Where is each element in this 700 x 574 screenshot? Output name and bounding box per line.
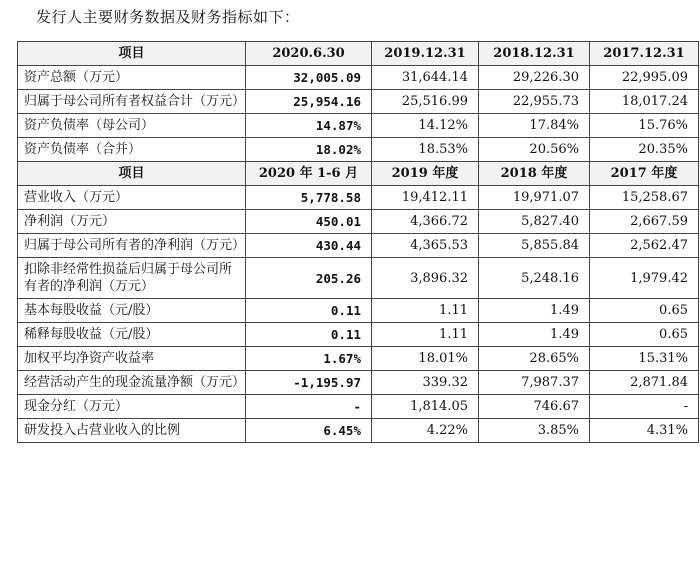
value-cell: 205.26 <box>246 258 372 299</box>
table-row <box>18 114 699 138</box>
header-cell: 项目 <box>18 42 246 66</box>
value-cell: 18,017.24 <box>590 90 699 114</box>
table-row <box>18 419 699 443</box>
header-cell: 2019 年度 <box>372 162 479 186</box>
value-cell: 1.11 <box>372 299 479 323</box>
value-cell: 746.67 <box>479 395 590 419</box>
table-row <box>18 347 699 371</box>
value-cell: 1,979.42 <box>590 258 699 299</box>
value-cell: 4,365.53 <box>372 234 479 258</box>
row-label: 净利润（万元） <box>18 210 246 234</box>
value-cell: 15.76% <box>590 114 699 138</box>
value-cell: 1.67% <box>246 347 372 371</box>
header-cell: 2018.12.31 <box>479 42 590 66</box>
table-row <box>18 371 699 395</box>
row-label: 研发投入占营业收入的比例 <box>18 419 246 443</box>
row-label: 现金分红（万元） <box>18 395 246 419</box>
table-row <box>18 186 699 210</box>
value-cell: -1,195.97 <box>246 371 372 395</box>
value-cell: 7,987.37 <box>479 371 590 395</box>
value-cell: 15,258.67 <box>590 186 699 210</box>
value-cell: 25,954.16 <box>246 90 372 114</box>
value-cell: 19,412.11 <box>372 186 479 210</box>
value-cell: 14.12% <box>372 114 479 138</box>
value-cell: 430.44 <box>246 234 372 258</box>
row-label: 经营活动产生的现金流量净额（万元） <box>18 371 246 395</box>
row-label: 扣除非经常性损益后归属于母公司所有者的净利润（万元） <box>18 258 246 299</box>
value-cell: 450.01 <box>246 210 372 234</box>
row-label: 资产负债率（合并） <box>18 138 246 162</box>
value-cell: 18.02% <box>246 138 372 162</box>
value-cell: 0.11 <box>246 323 372 347</box>
value-cell: 0.65 <box>590 299 699 323</box>
value-cell: 22,955.73 <box>479 90 590 114</box>
row-label: 营业收入（万元） <box>18 186 246 210</box>
value-cell: 5,248.16 <box>479 258 590 299</box>
value-cell: 1,814.05 <box>372 395 479 419</box>
value-cell: 32,005.09 <box>246 66 372 90</box>
row-label: 资产负债率（母公司） <box>18 114 246 138</box>
value-cell: 6.45% <box>246 419 372 443</box>
value-cell: 3.85% <box>479 419 590 443</box>
value-cell: 20.35% <box>590 138 699 162</box>
value-cell: 14.87% <box>246 114 372 138</box>
value-cell: 18.53% <box>372 138 479 162</box>
value-cell: 5,778.58 <box>246 186 372 210</box>
header-cell: 2020 年 1-6 月 <box>246 162 372 186</box>
value-cell: 18.01% <box>372 347 479 371</box>
header-cell: 2018 年度 <box>479 162 590 186</box>
header-cell: 2019.12.31 <box>372 42 479 66</box>
value-cell: 28.65% <box>479 347 590 371</box>
value-cell: 2,667.59 <box>590 210 699 234</box>
table-header-balance <box>18 42 699 66</box>
value-cell: 19,971.07 <box>479 186 590 210</box>
header-cell: 项目 <box>18 162 246 186</box>
table-header-income <box>18 162 699 186</box>
value-cell: 3,896.32 <box>372 258 479 299</box>
table-row <box>18 299 699 323</box>
table-row <box>18 258 699 299</box>
value-cell: - <box>590 395 699 419</box>
row-label: 归属于母公司所有者权益合计（万元） <box>18 90 246 114</box>
value-cell: - <box>246 395 372 419</box>
value-cell: 0.11 <box>246 299 372 323</box>
value-cell: 5,827.40 <box>479 210 590 234</box>
value-cell: 15.31% <box>590 347 699 371</box>
value-cell: 4.22% <box>372 419 479 443</box>
row-label: 基本每股收益（元/股） <box>18 299 246 323</box>
table-row <box>18 323 699 347</box>
value-cell: 1.49 <box>479 299 590 323</box>
header-cell: 2017.12.31 <box>590 42 699 66</box>
value-cell: 4,366.72 <box>372 210 479 234</box>
value-cell: 1.11 <box>372 323 479 347</box>
value-cell: 22,995.09 <box>590 66 699 90</box>
row-label: 资产总额（万元） <box>18 66 246 90</box>
value-cell: 0.65 <box>590 323 699 347</box>
value-cell: 29,226.30 <box>479 66 590 90</box>
header-cell: 2017 年度 <box>590 162 699 186</box>
header-cell: 2020.6.30 <box>246 42 372 66</box>
row-label: 稀释每股收益（元/股） <box>18 323 246 347</box>
value-cell: 4.31% <box>590 419 699 443</box>
table-row <box>18 138 699 162</box>
table-row <box>18 210 699 234</box>
value-cell: 5,855.84 <box>479 234 590 258</box>
intro-text: 发行人主要财务数据及财务指标如下： <box>36 8 300 26</box>
value-cell: 31,644.14 <box>372 66 479 90</box>
financial-table <box>17 41 699 443</box>
table-row <box>18 234 699 258</box>
row-label: 归属于母公司所有者的净利润（万元） <box>18 234 246 258</box>
table-row <box>18 90 699 114</box>
row-label: 加权平均净资产收益率 <box>18 347 246 371</box>
value-cell: 20.56% <box>479 138 590 162</box>
value-cell: 1.49 <box>479 323 590 347</box>
value-cell: 339.32 <box>372 371 479 395</box>
value-cell: 17.84% <box>479 114 590 138</box>
value-cell: 2,562.47 <box>590 234 699 258</box>
table-row <box>18 395 699 419</box>
table-row <box>18 66 699 90</box>
value-cell: 25,516.99 <box>372 90 479 114</box>
value-cell: 2,871.84 <box>590 371 699 395</box>
